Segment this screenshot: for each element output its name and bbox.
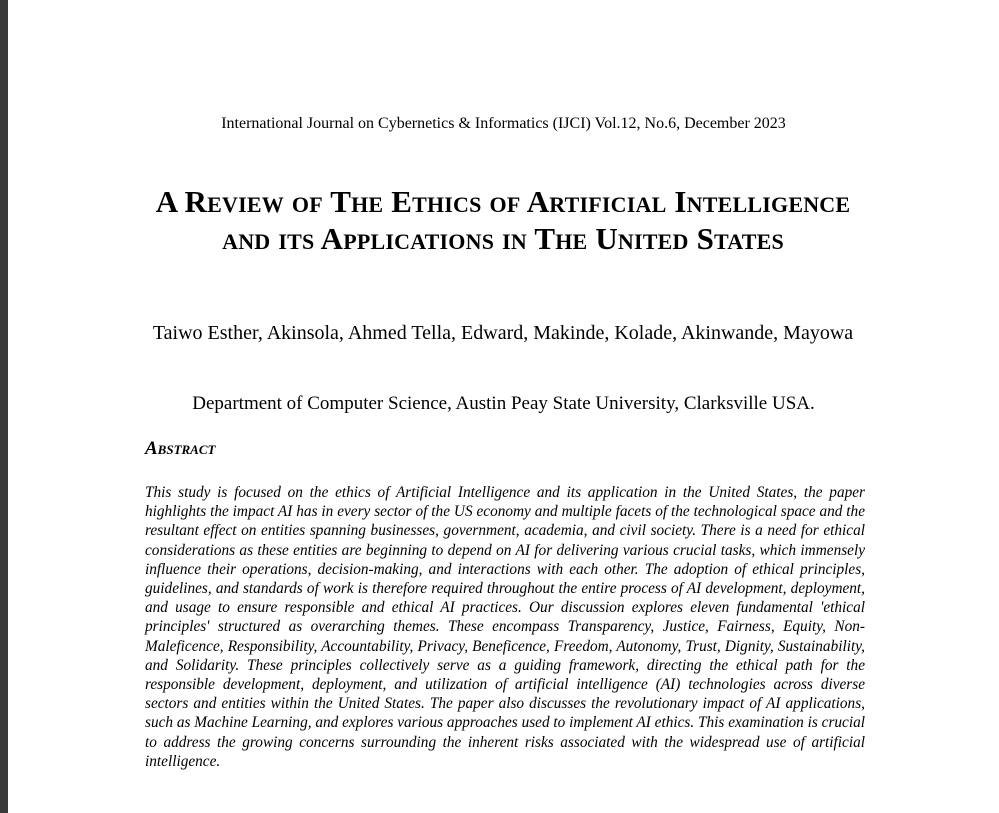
author-list: Taiwo Esther, Akinsola, Ahmed Tella, Edward, Makinde, Kolade, Akinwande, Mayowa bbox=[152, 322, 854, 344]
abstract-body: This study is focused on the ethics of Artificial Intelligence and its application in the United States, the paper highlights the impact AI has in every sector of the US economy and multiple facets of the technological space and the resultant effect on entities spanning businesses, government, academia, and civil society. There is a need for ethical considerations as these entities are beginning to depend on AI for delivering various crucial tasks, which immensely influence their operations, decision-making, and interactions with each other. The adoption of ethical principles, guidelines, and standards of work is therefore required throughout the entire process of AI development, deployment, and usage to ensure responsible and ethical AI practices. Our discussion explores eleven fundamental 'ethical principles' structured as overarching themes. These encompass Transparency, Justice, Fairness, Equity, Non-Maleficence, Responsibility, Accountability, Privacy, Beneficence, Freedom, Autonomy, Trust, Dignity, Sustainability, and Solidarity. These principles collectively serve as a guiding framework, directing the ethical path for the responsible development, deployment, and utilization of artificial intelligence (AI) technologies across diverse sectors and entities within the United States. The paper also discusses the revolutionary impact of AI applications, such as Machine Learning, and explores various approaches used to implement AI ethics. This examination is crucial to address the growing concerns surrounding the inherent risks associated with the widespread use of artificial intelligence. bbox=[145, 484, 865, 770]
document-page bbox=[8, 0, 999, 813]
viewer-left-edge bbox=[0, 0, 8, 813]
journal-header: International Journal on Cybernetics & Informatics (IJCI) Vol.12, No.6, December 2023 bbox=[221, 115, 786, 132]
abstract-heading: Abstract bbox=[145, 438, 216, 459]
author-affiliation: Department of Computer Science, Austin Peay State University, Clarksville USA. bbox=[192, 393, 815, 414]
paper-title: A Review of The Ethics of Artificial Intelligence and its Applications in The United States bbox=[155, 184, 851, 256]
